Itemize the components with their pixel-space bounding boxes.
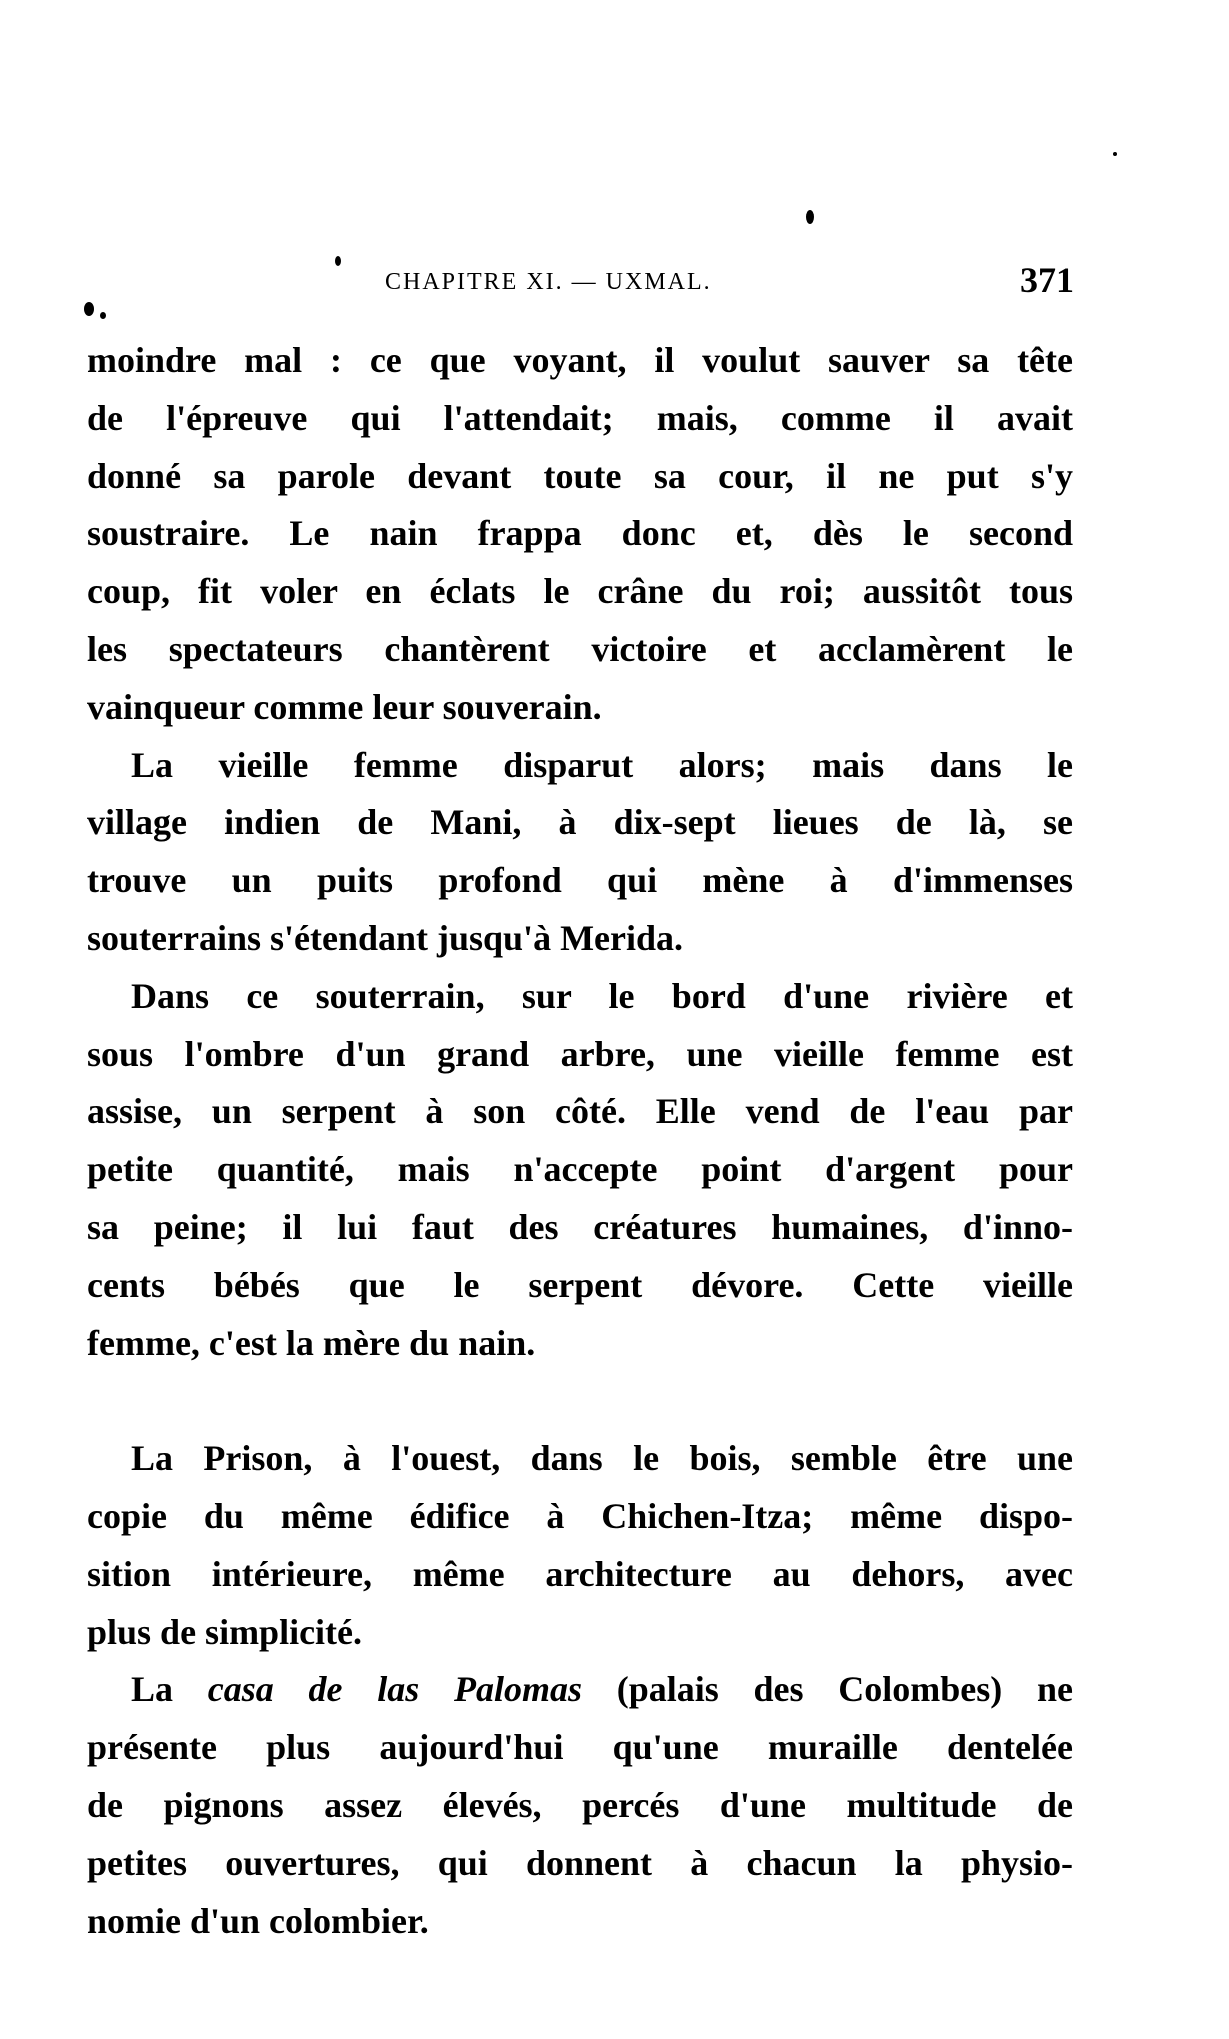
text-line: Dans ce souterrain, sur le bord d'une rivière et <box>131 975 1073 1016</box>
text-line: coup, fit voler en éclats le crâne du roi; aussitôt tous <box>87 571 1073 612</box>
page-number: 371 <box>1020 260 1074 300</box>
text-line: nomie d'un colombier. <box>87 1900 429 1941</box>
text-run: La <box>131 1669 208 1710</box>
text-line: soustraire. Le nain frappa donc et, dès le second <box>87 513 1073 554</box>
ink-speck <box>84 302 94 316</box>
text-line: petites ouvertures, qui donnent à chacun la physio- <box>87 1842 1073 1883</box>
text-line: La vieille femme disparut alors; mais dans le <box>131 744 1073 785</box>
paragraph <box>87 737 1073 968</box>
text-line: moindre mal : ce que voyant, il voulut sauver sa tête <box>87 340 1073 380</box>
ink-speck <box>335 256 341 266</box>
text-line: village indien de Mani, à dix-sept lieues de là, se <box>87 802 1073 843</box>
text-line: sous l'ombre d'un grand arbre, une vieille femme est <box>87 1033 1073 1074</box>
ink-speck <box>100 312 106 319</box>
body-text <box>87 332 1073 1950</box>
paragraph <box>87 332 1073 737</box>
text-line: souterrains s'étendant jusqu'à Merida. <box>87 917 684 958</box>
text-line: femme, c'est la mère du nain. <box>87 1322 536 1363</box>
section-break <box>87 1372 1073 1430</box>
text-line: trouve un puits profond qui mène à d'immenses <box>87 860 1073 901</box>
text-line: de pignons assez élevés, percés d'une multitude de <box>87 1784 1073 1825</box>
italic-title: casa de las Palomas <box>207 1669 582 1710</box>
text-line: assise, un serpent à son côté. Elle vend de l'eau par <box>87 1091 1073 1132</box>
ink-speck <box>806 210 814 224</box>
text-line: petite quantité, mais n'accepte point d'argent pour <box>87 1149 1073 1190</box>
text-line: copie du même édifice à Chichen-Itza; même dispo- <box>87 1495 1073 1536</box>
running-head: CHAPITRE XI. — UXMAL. <box>385 269 712 295</box>
text-line: sition intérieure, même architecture au dehors, avec <box>87 1553 1073 1594</box>
paragraph <box>87 1661 1073 1950</box>
paragraph <box>87 1430 1073 1661</box>
ink-speck <box>1113 152 1117 156</box>
text-line: La Prison, à l'ouest, dans le bois, semble être une <box>131 1438 1073 1479</box>
text-line: les spectateurs chantèrent victoire et acclamèrent le <box>87 628 1073 669</box>
text-line: présente plus aujourd'hui qu'une muraille dentelée <box>87 1727 1073 1768</box>
text-line: plus de simplicité. <box>87 1611 363 1652</box>
text-line: donné sa parole devant toute sa cour, il ne put s'y <box>87 455 1073 496</box>
text-line: de l'épreuve qui l'attendait; mais, comme il avait <box>87 397 1073 438</box>
text-line <box>87 1661 1073 1719</box>
paragraph <box>87 968 1073 1373</box>
text-line: cents bébés que le serpent dévore. Cette vieille <box>87 1264 1073 1305</box>
text-line: sa peine; il lui faut des créatures humaines, d'inno- <box>87 1206 1073 1247</box>
text-run: (palais des Colombes) ne <box>582 1669 1074 1710</box>
text-line: vainqueur comme leur souverain. <box>87 686 602 727</box>
